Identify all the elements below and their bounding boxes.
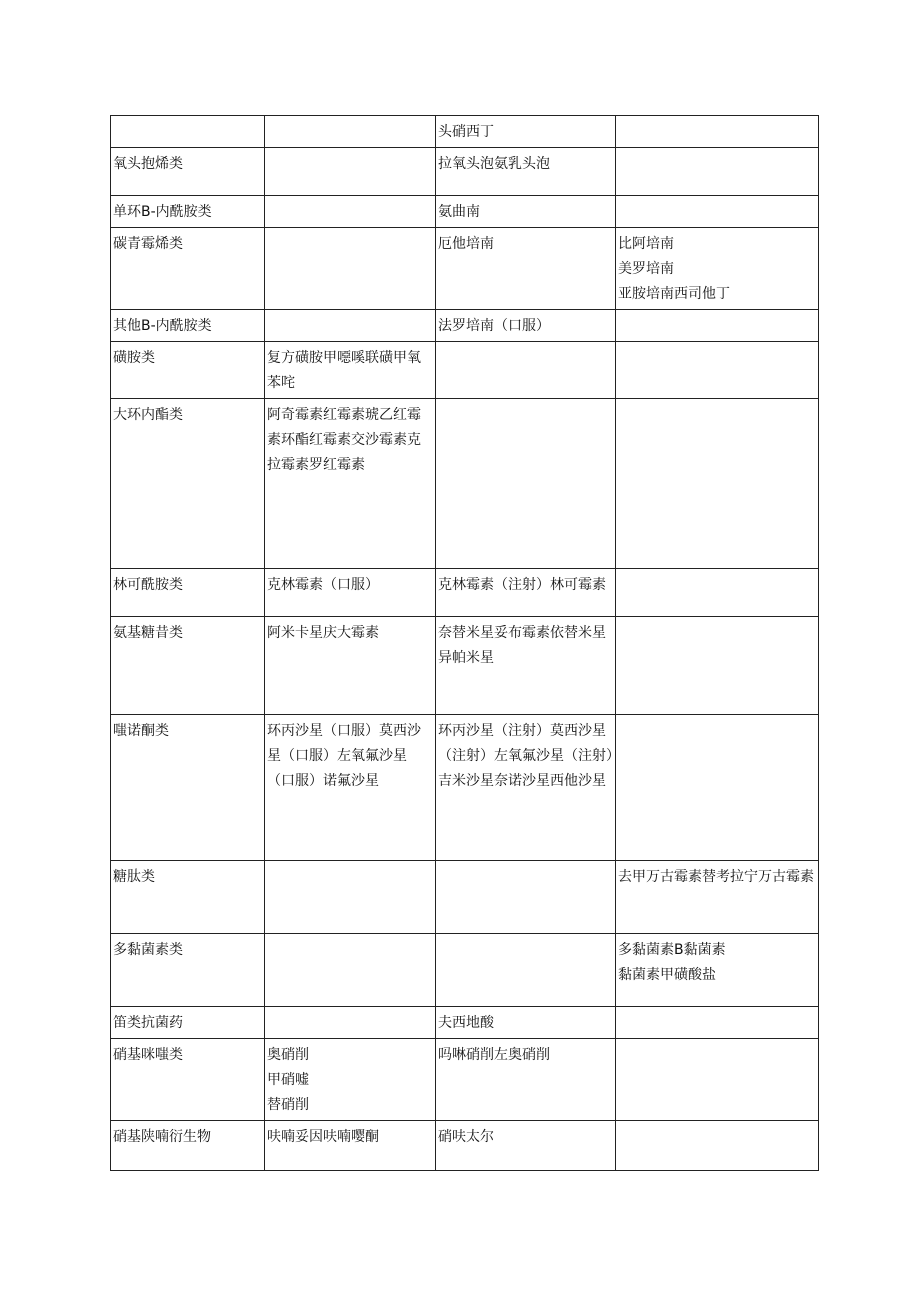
table-cell-column-3 <box>436 1121 616 1171</box>
cell-text: 大环内酯类 <box>113 407 183 423</box>
table-cell-column-2 <box>265 1039 436 1121</box>
cell-text: 法罗培南（口服） <box>438 318 550 334</box>
cell-text: 替硝削 <box>267 1097 309 1113</box>
table-row <box>111 196 819 228</box>
cell-text: 环丙沙星（注射）莫西沙星（注射）左氧氟沙星（注射）吉米沙星奈诺沙星西他沙星 <box>438 723 613 789</box>
table-cell-category <box>111 715 265 861</box>
table-cell-column-4 <box>616 1039 819 1121</box>
cell-text: 克林霉素（口服） <box>267 577 379 593</box>
cell-text: 厄他培南 <box>438 236 494 252</box>
table-cell-column-2 <box>265 196 436 228</box>
table-cell-category <box>111 1121 265 1171</box>
table-row <box>111 934 819 1007</box>
table-cell-column-4 <box>616 116 819 148</box>
cell-text: 氨基糖昔类 <box>113 625 183 641</box>
table-cell-column-3 <box>436 148 616 196</box>
table-cell-category <box>111 934 265 1007</box>
table-cell-column-2 <box>265 569 436 617</box>
cell-text: 氧头抱烯类 <box>113 156 183 172</box>
table-row <box>111 310 819 342</box>
table-cell-column-4 <box>616 569 819 617</box>
table-row <box>111 228 819 310</box>
cell-text: 笛类抗菌药 <box>113 1015 183 1031</box>
cell-text: 林可酰胺类 <box>113 577 183 593</box>
table-cell-column-4 <box>616 228 819 310</box>
table-cell-column-4 <box>616 861 819 934</box>
table-cell-column-2 <box>265 399 436 569</box>
table-cell-column-4 <box>616 1121 819 1171</box>
table-cell-column-2 <box>265 934 436 1007</box>
cell-text: 拉氧头泡氨乳头泡 <box>438 156 550 172</box>
cell-text: 碳青霉烯类 <box>113 236 183 252</box>
cell-text: 氨曲南 <box>438 204 480 220</box>
table-cell-column-4 <box>616 342 819 399</box>
table-cell-column-2 <box>265 148 436 196</box>
table-cell-category <box>111 861 265 934</box>
cell-text: 多黏菌素B黏菌素 <box>618 942 726 958</box>
table-cell-column-2 <box>265 342 436 399</box>
cell-text: 硝基咪嗤类 <box>113 1047 183 1063</box>
cell-text: 黏菌素甲磺酸盐 <box>618 967 716 983</box>
table-cell-column-3 <box>436 569 616 617</box>
table-cell-column-3 <box>436 861 616 934</box>
table-cell-column-3 <box>436 1039 616 1121</box>
table-cell-category <box>111 116 265 148</box>
table-cell-column-4 <box>616 715 819 861</box>
table-cell-column-3 <box>436 1007 616 1039</box>
cell-text: 去甲万古霉素替考拉宁万古霉素 <box>618 869 814 885</box>
cell-text: 甲硝嘘 <box>267 1072 309 1088</box>
table-cell-column-4 <box>616 399 819 569</box>
table-row <box>111 715 819 861</box>
table-row <box>111 1007 819 1039</box>
table-row <box>111 861 819 934</box>
table-cell-column-4 <box>616 310 819 342</box>
table-row <box>111 1039 819 1121</box>
table-row <box>111 148 819 196</box>
table-cell-category <box>111 399 265 569</box>
table-cell-column-3 <box>436 228 616 310</box>
table-cell-column-3 <box>436 196 616 228</box>
cell-text: 夫西地酸 <box>438 1015 494 1031</box>
table-cell-category <box>111 617 265 715</box>
cell-text: 亚胺培南西司他丁 <box>618 286 730 302</box>
cell-text: 呋喃妥因呋喃嘤酮 <box>267 1129 379 1145</box>
cell-text: 头硝西丁 <box>438 124 494 140</box>
table-cell-column-2 <box>265 310 436 342</box>
table-cell-category <box>111 569 265 617</box>
table-row <box>111 116 819 148</box>
table-cell-category <box>111 1007 265 1039</box>
cell-text: 硝呋太尔 <box>438 1129 494 1145</box>
table-row <box>111 399 819 569</box>
cell-text: 阿米卡星庆大霉素 <box>267 625 379 641</box>
table-cell-column-3 <box>436 399 616 569</box>
cell-text: 阿奇霉素红霉素琥乙红霉素环酯红霉素交沙霉素克拉霉素罗红霉素 <box>267 407 421 473</box>
table-cell-column-2 <box>265 228 436 310</box>
cell-text: 吗啉硝削左奥硝削 <box>438 1047 550 1063</box>
table-cell-category <box>111 1039 265 1121</box>
cell-text: 单环B-内酰胺类 <box>113 204 212 220</box>
table-cell-column-3 <box>436 617 616 715</box>
table-cell-category <box>111 310 265 342</box>
table-row <box>111 617 819 715</box>
table-cell-column-2 <box>265 861 436 934</box>
table-row <box>111 342 819 399</box>
table-cell-column-2 <box>265 617 436 715</box>
cell-text: 环丙沙星（口服）莫西沙星（口服）左氧氟沙星（口服）诺氟沙星 <box>267 723 421 789</box>
table-cell-column-2 <box>265 715 436 861</box>
table-row <box>111 1121 819 1171</box>
table-body <box>111 116 819 1171</box>
cell-text: 多黏菌素类 <box>113 942 183 958</box>
cell-text: 比阿培南 <box>618 236 674 252</box>
table-cell-column-2 <box>265 116 436 148</box>
table-row <box>111 569 819 617</box>
cell-text: 美罗培南 <box>618 261 674 277</box>
cell-text: 嗤诺酮类 <box>113 723 169 739</box>
cell-text: 奈替米星妥布霉素依替米星异帕米星 <box>438 625 606 666</box>
table-cell-column-3 <box>436 310 616 342</box>
table-cell-column-3 <box>436 715 616 861</box>
antibiotic-table <box>110 115 819 1171</box>
cell-text: 克林霉素（注射）林可霉素 <box>438 577 606 593</box>
cell-text: 其他B-内酰胺类 <box>113 318 212 334</box>
table-cell-column-2 <box>265 1121 436 1171</box>
table-cell-column-4 <box>616 617 819 715</box>
table-cell-column-3 <box>436 116 616 148</box>
cell-text: 复方磺胺甲噁嗘联磺甲氧苯咤 <box>267 350 421 391</box>
cell-text: 硝基陕喃衍生物 <box>113 1129 211 1145</box>
table-cell-column-4 <box>616 934 819 1007</box>
cell-text: 奥硝削 <box>267 1047 309 1063</box>
table-cell-column-3 <box>436 342 616 399</box>
table-cell-category <box>111 342 265 399</box>
cell-text: 磺胺类 <box>113 350 155 366</box>
table-cell-category <box>111 228 265 310</box>
table-cell-category <box>111 196 265 228</box>
table-cell-column-4 <box>616 148 819 196</box>
table-cell-column-3 <box>436 934 616 1007</box>
cell-text: 糖肽类 <box>113 869 155 885</box>
table-cell-column-4 <box>616 196 819 228</box>
table-cell-category <box>111 148 265 196</box>
table-cell-column-2 <box>265 1007 436 1039</box>
table-cell-column-4 <box>616 1007 819 1039</box>
